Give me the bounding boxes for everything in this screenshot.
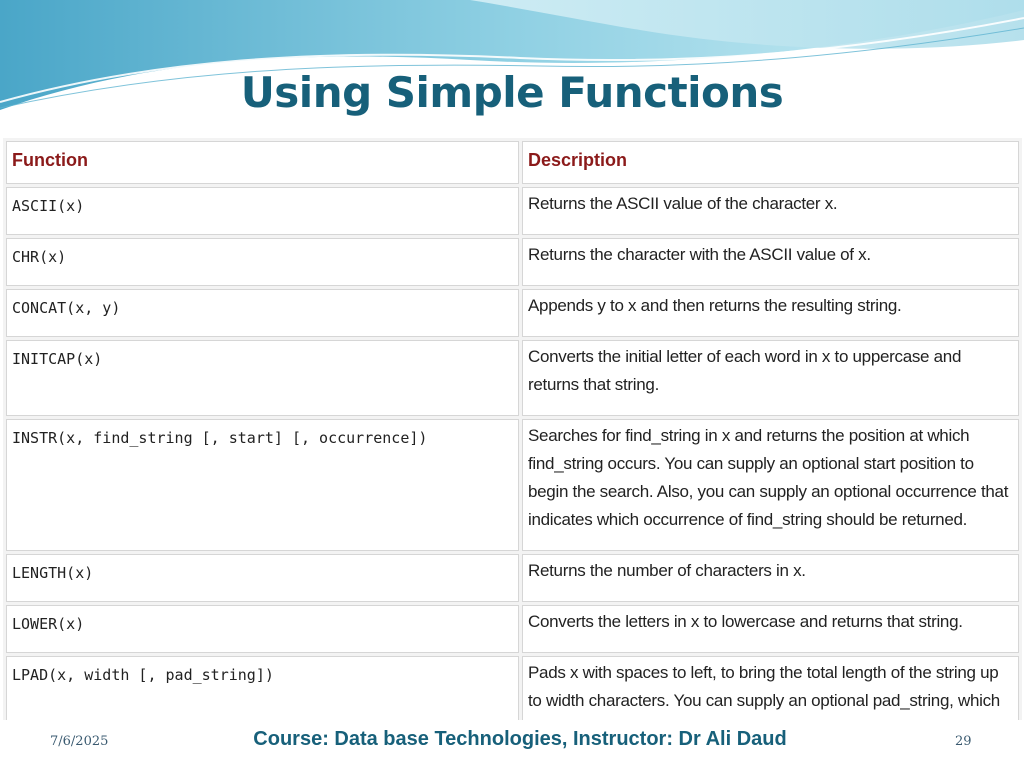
table-row bbox=[6, 340, 1019, 416]
description-cell: Returns the ASCII value of the character x. bbox=[522, 187, 1019, 235]
function-cell: ASCII(x) bbox=[6, 187, 519, 235]
function-cell: INSTR(x, find_string [, start] [, occurrence]) bbox=[6, 419, 519, 551]
description-cell: Converts the letters in x to lowercase and returns that string. bbox=[522, 605, 1019, 653]
table-row bbox=[6, 656, 1019, 720]
function-cell: CONCAT(x, y) bbox=[6, 289, 519, 337]
function-cell: LENGTH(x) bbox=[6, 554, 519, 602]
footer-page-number: 29 bbox=[955, 734, 972, 749]
table-row bbox=[6, 238, 1019, 286]
table-row bbox=[6, 187, 1019, 235]
table-header-row bbox=[6, 141, 1019, 184]
functions-table bbox=[3, 138, 1022, 720]
description-cell: Returns the character with the ASCII value of x. bbox=[522, 238, 1019, 286]
table-row bbox=[6, 289, 1019, 337]
footer-course-info: Course: Data base Technologies, Instructor: Dr Ali Daud bbox=[253, 728, 787, 750]
column-header-function: Function bbox=[6, 141, 519, 184]
footer-date: 7/6/2025 bbox=[50, 734, 109, 749]
description-cell: Appends y to x and then returns the resulting string. bbox=[522, 289, 1019, 337]
description-cell: Pads x with spaces to left, to bring the total length of the string up to width characters. You can supply an optional pad_string, which bbox=[522, 656, 1019, 720]
column-header-description: Description bbox=[522, 141, 1019, 184]
description-cell: Converts the initial letter of each word in x to uppercase and returns that string. bbox=[522, 340, 1019, 416]
description-cell: Returns the number of characters in x. bbox=[522, 554, 1019, 602]
table-row bbox=[6, 605, 1019, 653]
function-cell: INITCAP(x) bbox=[6, 340, 519, 416]
table-row bbox=[6, 419, 1019, 551]
function-cell: LOWER(x) bbox=[6, 605, 519, 653]
description-cell: Searches for find_string in x and returns the position at which find_string occurs. You can supply an optional start position to begin the search. Also, you can supply an optional occurrence that indicates which occurrence of find_string should be returned. bbox=[522, 419, 1019, 551]
function-cell: LPAD(x, width [, pad_string]) bbox=[6, 656, 519, 720]
table-row bbox=[6, 554, 1019, 602]
functions-table-container bbox=[3, 138, 1022, 720]
function-cell: CHR(x) bbox=[6, 238, 519, 286]
slide-title: Using Simple Functions bbox=[240, 68, 784, 117]
